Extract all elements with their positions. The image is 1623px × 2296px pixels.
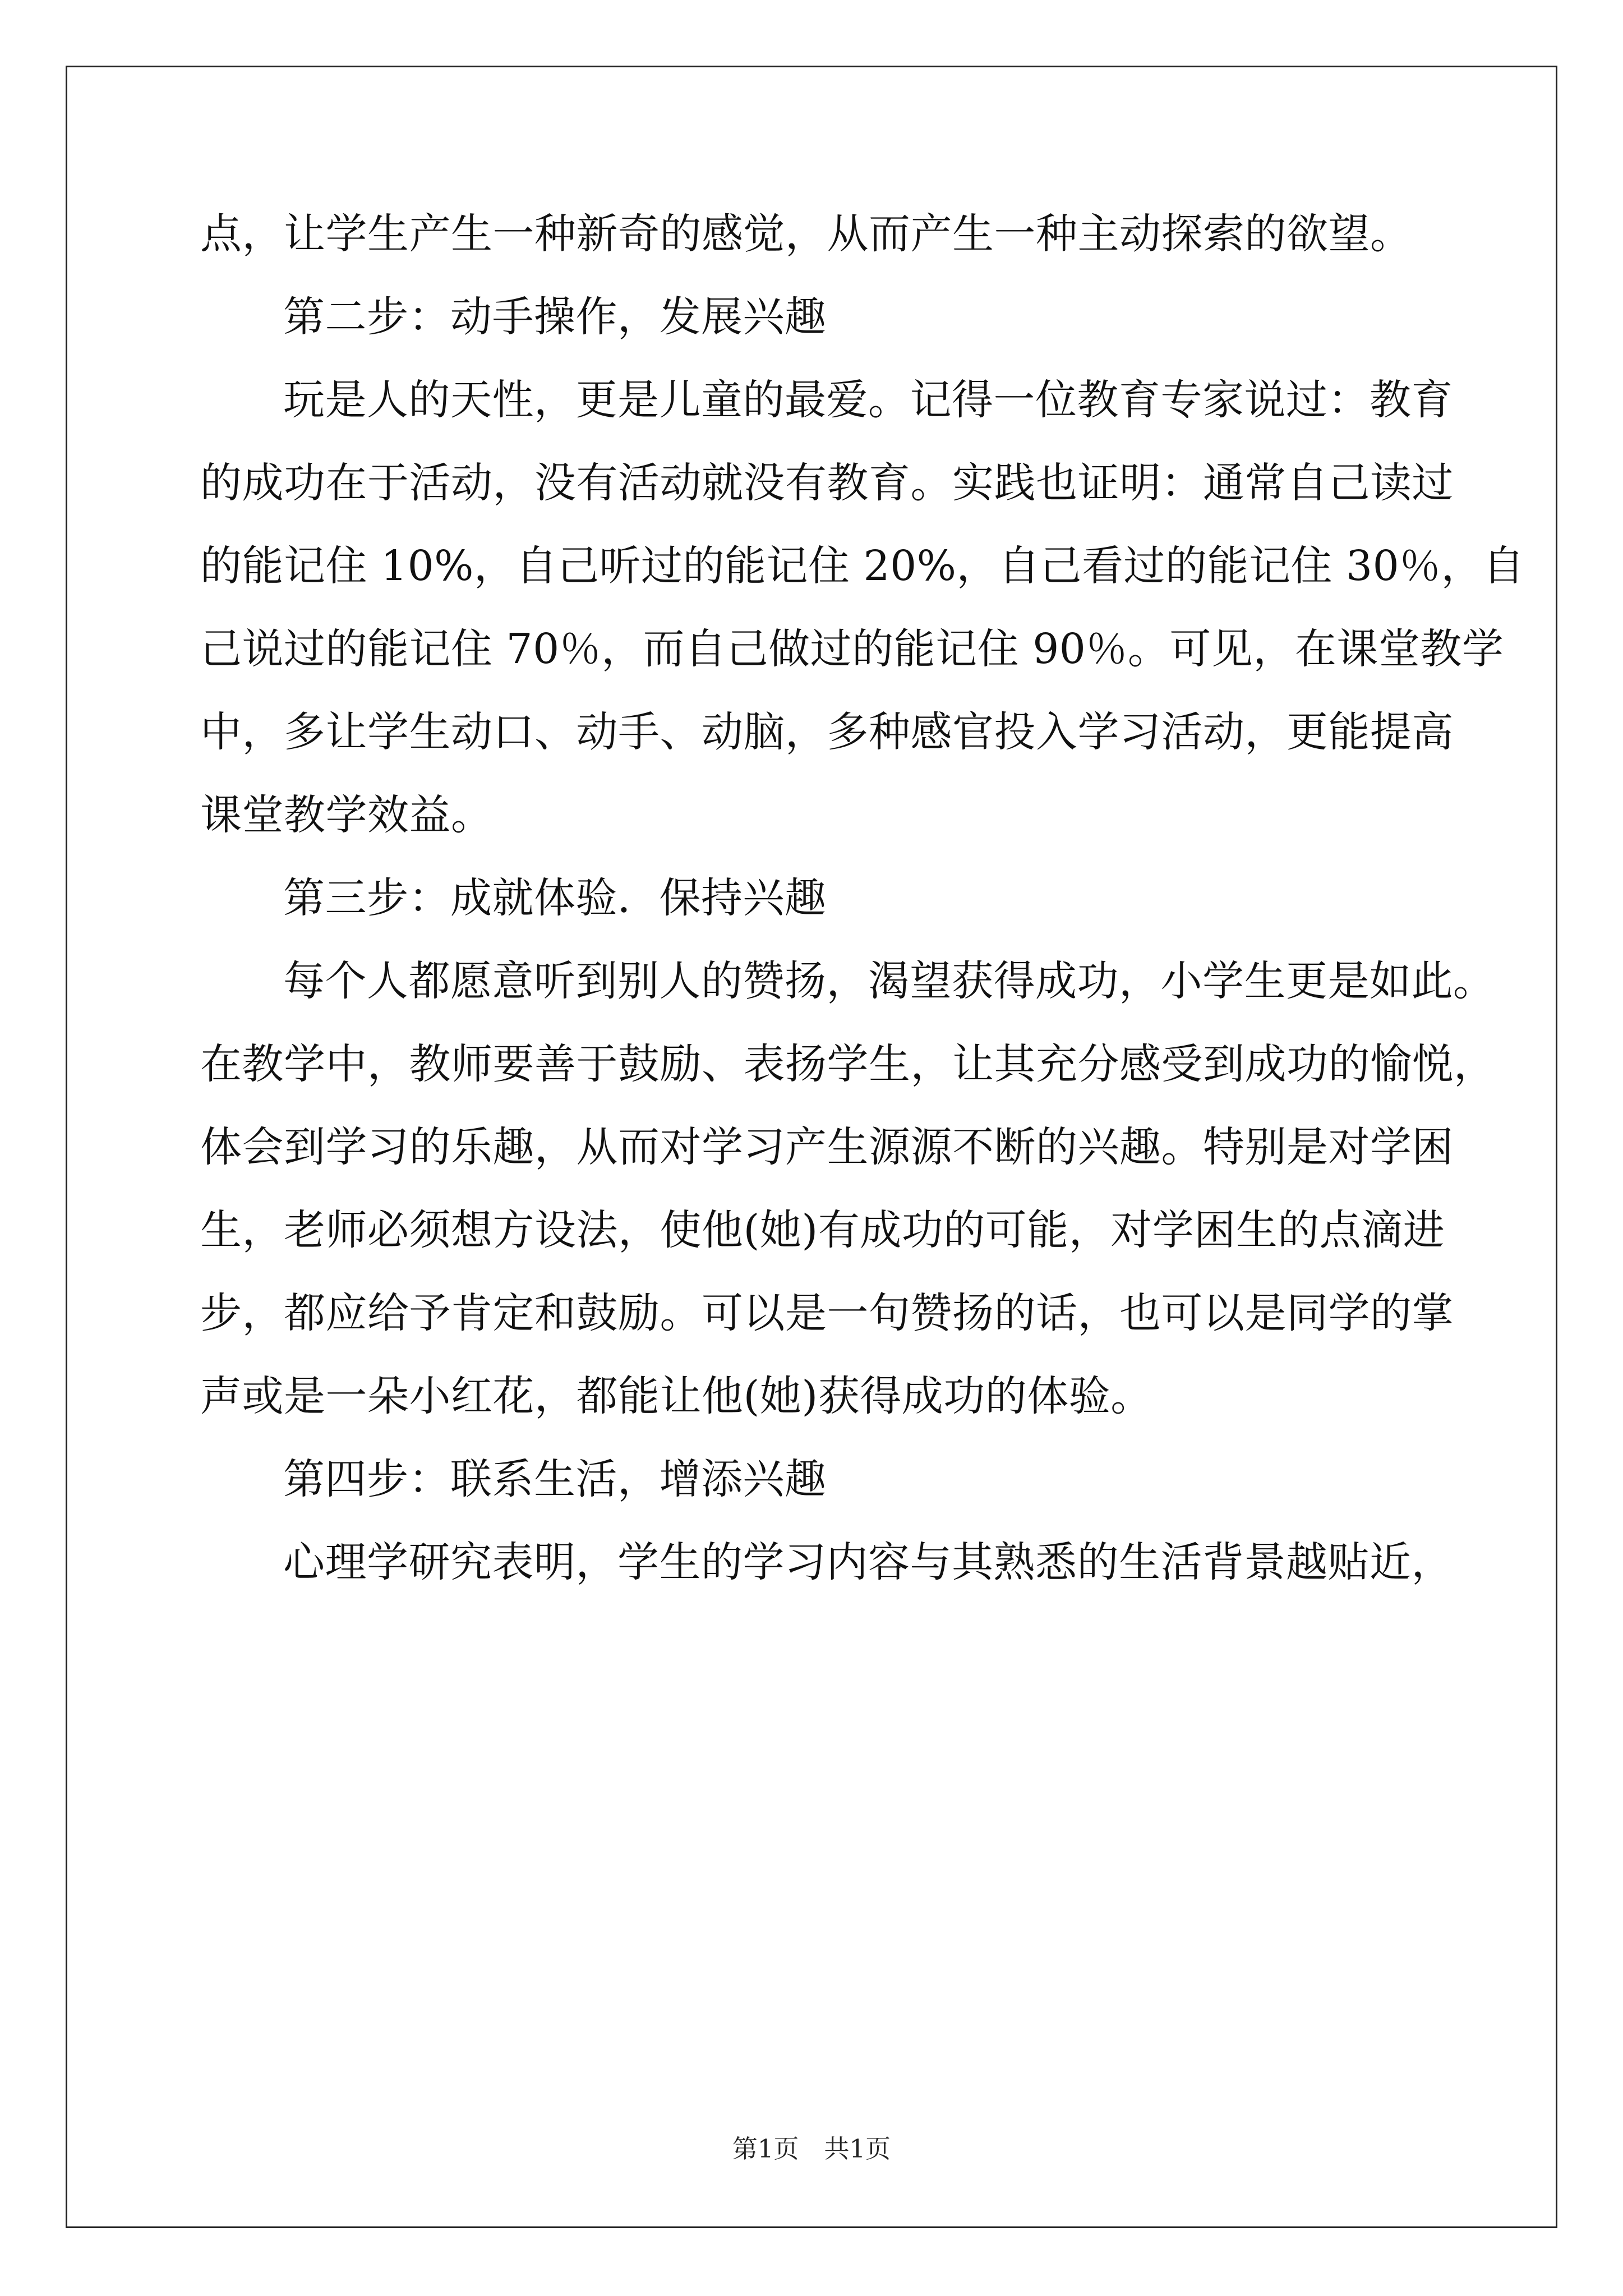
text-line: 的成功在于活动，没有活动就没有教育。实践也证明：通常自己读过 xyxy=(200,459,1454,507)
text-line: 生，老师必须想方设法，使他(她)有成功的可能，对学困生的点滴进 xyxy=(200,1206,1445,1254)
text-line: 玩是人的天性，更是儿童的最爱。记得一位教育专家说过：教育 xyxy=(283,376,1453,424)
text-line: 步，都应给予肯定和鼓励。可以是一句赞扬的话，也可以是同学的掌 xyxy=(200,1289,1454,1337)
section-heading: 第四步：联系生活，增添兴趣 xyxy=(283,1455,827,1503)
text-line: 体会到学习的乐趣，从而对学习产生源源不断的兴趣。特别是对学困 xyxy=(200,1123,1454,1171)
text-line: 声或是一朵小红花，都能让他(她)获得成功的体验。 xyxy=(200,1372,1152,1420)
section-heading: 第三步：成就体验．保持兴趣 xyxy=(283,874,827,922)
text-line: 在教学中，教师要善于鼓励、表扬学生，让其充分感受到成功的愉悦， xyxy=(200,1040,1496,1088)
text-line: 己说过的能记住 70％，而自己做过的能记住 90％。可见，在课堂教学 xyxy=(200,625,1504,673)
page-number: 第1页 共1页 xyxy=(732,2134,891,2164)
text-line: 点，让学生产生一种新奇的感觉，从而产生一种主动探索的欲望。 xyxy=(200,210,1412,258)
text-line: 每个人都愿意听到别人的赞扬，渴望获得成功，小学生更是如此。 xyxy=(283,957,1495,1005)
text-line: 心理学研究表明，学生的学习内容与其熟悉的生活背景越贴近， xyxy=(283,1538,1453,1586)
text-line: 课堂教学效益。 xyxy=(200,791,493,839)
text-line: 中，多让学生动口、动手、动脑，多种感官投入学习活动，更能提高 xyxy=(200,708,1454,756)
text-line: 的能记住 10%，自己听过的能记住 20%，自己看过的能记住 30％，自 xyxy=(200,542,1525,590)
section-heading: 第二步：动手操作，发展兴趣 xyxy=(283,293,827,341)
